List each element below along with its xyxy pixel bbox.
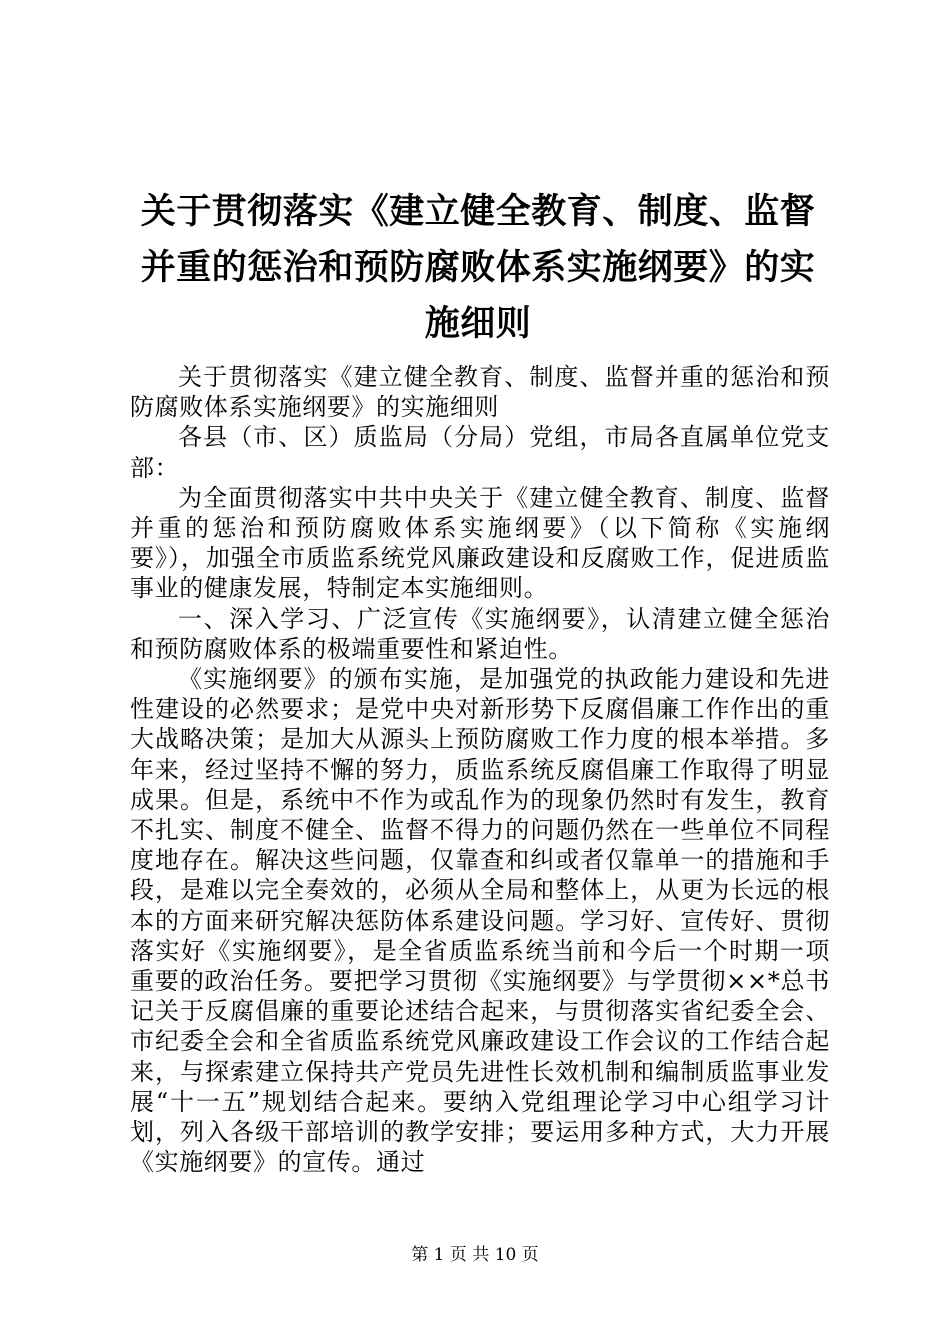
document-title: 关于贯彻落实《建立健全教育、制度、监督并重的惩治和预防腐败体系实施纲要》的实施细则: [140, 192, 816, 344]
document-body: [130, 362, 830, 1177]
paragraph-purpose: 为全面贯彻落实中共中央关于《建立健全教育、制度、监督并重的惩治和预防腐败体系实施纲要》（以下简称《实施纲要》），加强全市质监系统党风廉政建设和反腐败工作，促进质监事业的健康发展，特制定本实施细则。: [130, 483, 830, 603]
paragraph-heading-repeat: 关于贯彻落实《建立健全教育、制度、监督并重的惩治和预防腐败体系实施纲要》的实施细则: [130, 363, 830, 422]
page-footer: 第 1 页 共 10 页: [411, 1245, 539, 1265]
paragraph-section-one-body: 《实施纲要》的颁布实施，是加强党的执政能力建设和先进性建设的必然要求；是党中央对新形势下反腐倡廉工作作出的重大战略决策；是加大从源头上预防腐败工作力度的根本举措。多年来，经过坚持不懈的努力，质监系统反腐倡廉工作取得了明显成果。但是，系统中不作为或乱作为的现象仍然时有发生，教育不扎实、制度不健全、监督不得力的问题仍然在一些单位不同程度地存在。解决这些问题，仅靠查和纠或者仅靠单一的措施和手段，是难以完全奏效的，必须从全局和整体上，从更为长远的根本的方面来研究解决惩防体系建设问题。学习好、宣传好、贯彻落实好《实施纲要》，是全省质监系统当前和今后一个时期一项重要的政治任务。要把学习贯彻《实施纲要》与学贯彻××*总书记关于反腐倡廉的重要论述结合起来，与贯彻落实省纪委全会、市纪委全会和全省质监系统党风廉政建设工作会议的工作结合起来，与探索建立保持共产党员先进性长效机制和编制质监事业发展“十一五”规划结合起来。要纳入党组理论学习中心组学习计划，列入各级干部培训的教学安排；要运用多种方式，大力开展《实施纲要》的宣传。通过: [130, 665, 830, 1177]
paragraph-section-one-heading: 一、深入学习、广泛宣传《实施纲要》，认清建立健全惩治和预防腐败体系的极端重要性和紧迫性。: [130, 604, 830, 663]
paragraph-addressee: 各县（市、区）质监局（分局）党组，市局各直属单位党支部：: [130, 423, 830, 482]
